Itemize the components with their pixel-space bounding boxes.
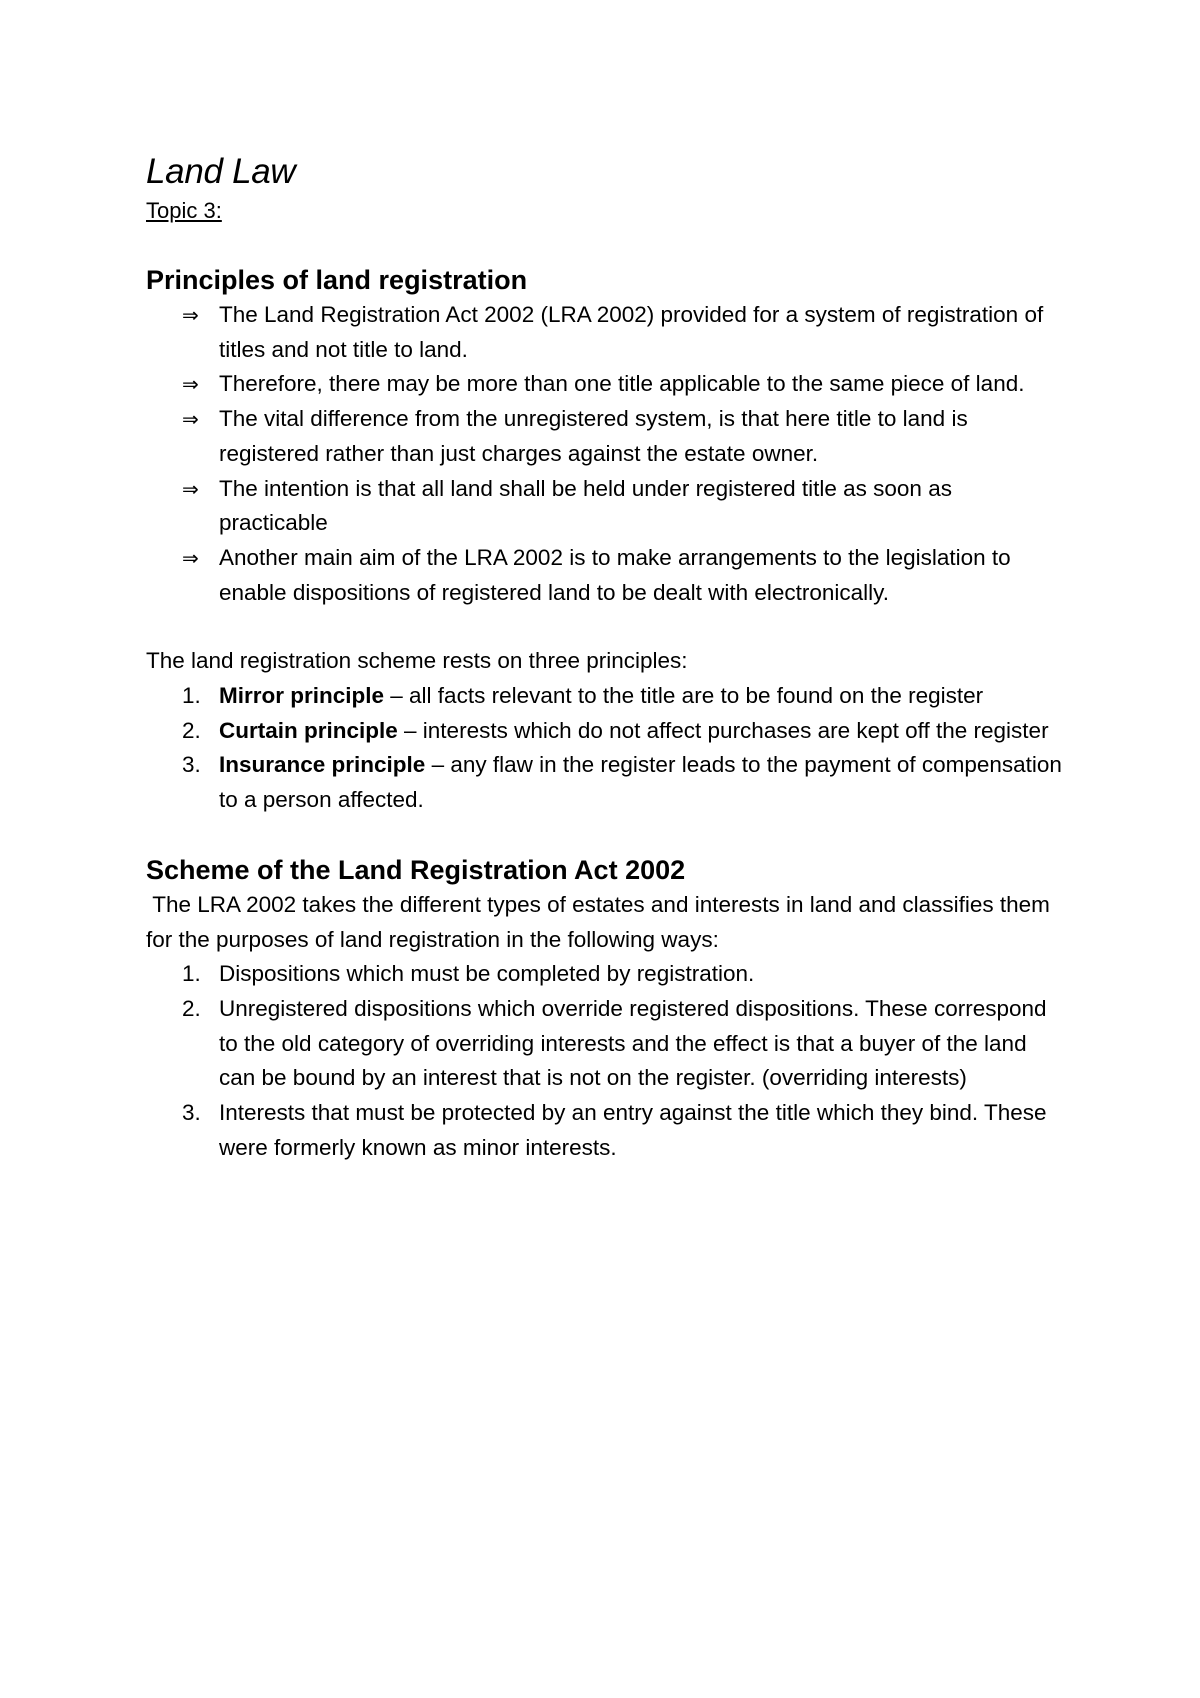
list-item (146, 992, 1066, 1096)
list-number: 1. (182, 683, 201, 709)
arrow-icon: ⇒ (182, 407, 199, 432)
list-item (146, 298, 1066, 367)
principles-bullet-list (146, 298, 1066, 610)
bullet-text: The Land Registration Act 2002 (LRA 2002) provided for a system of registration of titles and not title to land. (219, 302, 1044, 362)
principle-term: Insurance principle (219, 752, 426, 778)
arrow-icon: ⇒ (182, 545, 199, 570)
list-item (146, 679, 1066, 714)
list-item (146, 714, 1066, 749)
bullet-text: The vital difference from the unregistered system, is that here title to land is registered rather than just charges against the estate owner. (219, 406, 968, 466)
list-number: 2. (182, 995, 201, 1021)
list-number: 2. (182, 717, 201, 743)
list-item (146, 402, 1066, 471)
item-text: Interests that must be protected by an entry against the title which they bind. These were formerly known as minor interests. (219, 1100, 1047, 1160)
item-text: Unregistered dispositions which override registered dispositions. These correspond to the old category of overriding interests and the effect is that a buyer of the land can be bound by an interest that is not on the register. (overriding interests) (219, 995, 1047, 1091)
arrow-icon: ⇒ (182, 303, 199, 327)
principle-text: – any flaw in the register leads to the payment of compensation to a person affected. (219, 752, 1062, 813)
document-page (146, 150, 1066, 1165)
principles-intro: The land registration scheme rests on three principles: (146, 648, 688, 674)
list-number: 3. (182, 752, 201, 778)
list-item (146, 748, 1066, 817)
scheme-numbered-list (146, 957, 1066, 1165)
arrow-icon: ⇒ (182, 476, 199, 501)
bullet-text: The intention is that all land shall be held under registered title as soon as practicable (219, 475, 952, 536)
list-item (146, 541, 1066, 610)
list-number: 1. (182, 961, 201, 987)
section-heading-scheme: Scheme of the Land Registration Act 2002 (146, 854, 686, 885)
principle-term: Curtain principle (219, 717, 398, 743)
document-title: Land Law (146, 152, 296, 191)
principles-numbered-list (146, 679, 1066, 818)
list-item (146, 957, 1066, 992)
list-number: 3. (182, 1100, 201, 1126)
principle-text: – all facts relevant to the title are to be found on the register (384, 683, 984, 709)
item-text: Dispositions which must be completed by registration. (219, 961, 755, 987)
principle-text: – interests which do not affect purchases are kept off the register (397, 717, 1049, 743)
principle-term: Mirror principle (219, 683, 385, 709)
bullet-text: Another main aim of the LRA 2002 is to make arrangements to the legislation to enable dispositions of registered land to be dealt with electronically. (219, 544, 1011, 605)
list-item (146, 1096, 1066, 1165)
bullet-text: Therefore, there may be more than one title applicable to the same piece of land. (219, 371, 1025, 397)
topic-label: Topic 3: (146, 198, 222, 223)
arrow-icon: ⇒ (182, 372, 199, 397)
list-item (146, 472, 1066, 541)
list-item (146, 367, 1066, 402)
scheme-intro: The LRA 2002 takes the different types of estates and interests in land and classifies them for the purposes of land registration in the following ways: (146, 891, 1057, 952)
section-heading-principles: Principles of land registration (146, 265, 528, 295)
